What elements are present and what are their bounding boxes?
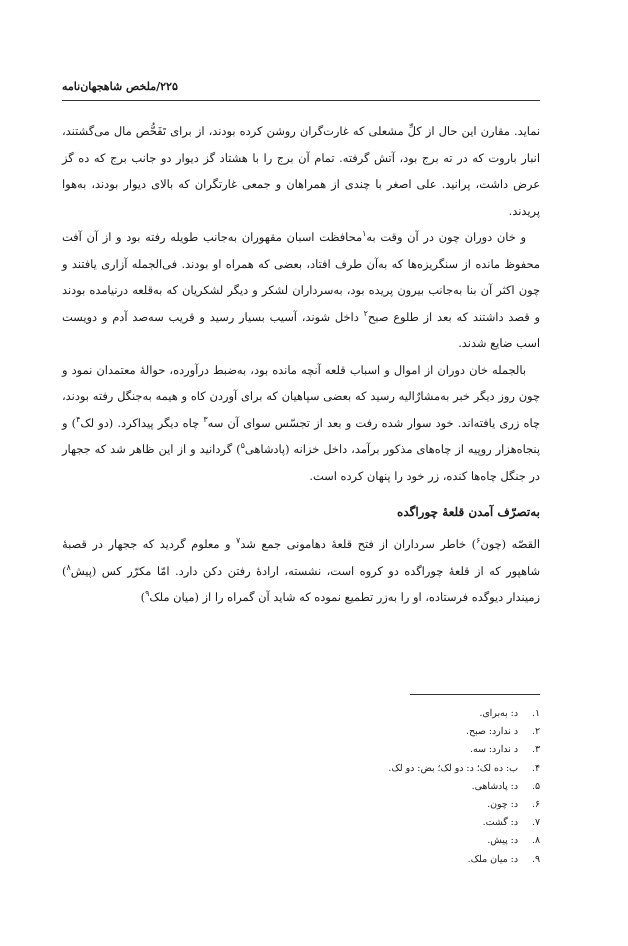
running-head: ۲۲۵/ملخص شاهجهان‌نامه (62, 80, 178, 93)
footnote-text: د: گشت. (482, 817, 518, 829)
footnote-marker: ۶ (476, 536, 481, 546)
footnote-number: ۲. (531, 726, 540, 738)
text-run: محافظت اسبان مقهوران به‌جانب طویله رفته بود و از آن آفت محفوظ مانده از سنگریزه‌ها که به‌آن طرف افتاد، بعضی که همراه او بودند. فی‌الجمله آزاری یافتند و چون اکثر آن بنا به‌جانب بیرون پریده بود، به‌سرداران لشکر و دیگر لشکریان که به‌قلعه درنیامده بودند و قصد داشتند که بعد از طلوع صبح (62, 230, 540, 324)
text-run: به‌تصرّف آمدن قلعهٔ چوراگده (397, 505, 540, 519)
footnote-item (140, 705, 540, 723)
text-run: ) (140, 590, 146, 604)
text-run: القصّه (چون (480, 537, 541, 551)
footnote-text: د: به‌برای. (479, 708, 518, 719)
text-run: داخل شوند، آسیب بسیار رسید و قریب سه‌صد آدم و دویست اسب ضایع شدند. (62, 309, 540, 350)
paragraph (62, 118, 540, 224)
footnote-number: ۴. (531, 762, 540, 774)
footnote-number: ۹. (531, 853, 540, 865)
text-run: و خان دوران چون در آن وقت به (366, 230, 526, 244)
footnote-number: ۵. (531, 780, 540, 792)
footnote-text: د: پیش. (487, 835, 518, 847)
footnote-marker: ۱ (362, 229, 367, 239)
footnote-marker: ۳ (203, 414, 208, 424)
footnote-text: د ندارد: سه. (470, 744, 518, 756)
footnote-item (140, 832, 540, 850)
footnote-marker: ۷ (236, 536, 241, 546)
footnote-number: ۷. (531, 817, 540, 829)
footnote-marker: ۸ (66, 562, 71, 572)
footnote-item (140, 814, 540, 832)
text-run: ) زمیندار دیوگده فرستاده، او را به‌زر تطمیع نموده که شاید آن گمراه را از (میان ملک (62, 563, 540, 604)
text-run: چاه دیگر پیداکرد. (دو لک (80, 415, 204, 430)
footnote-number: ۸. (531, 835, 540, 847)
body-text (62, 118, 540, 611)
footnote-text: ب: ده لک؛ د: دو لک؛ بض: دو لک. (388, 762, 518, 774)
text-run: ) و پنجاه‌هزار روپیه از چاه‌های مذکور برآمد، داخل خزانه (پادشاهی (62, 415, 540, 456)
footnote-item (140, 851, 540, 869)
footnote-marker: ۵ (240, 441, 245, 451)
footnote-item (140, 778, 540, 796)
section-heading (62, 499, 540, 525)
header-rule (62, 100, 540, 101)
footnote-item (140, 760, 540, 778)
footnote-rule (410, 694, 540, 695)
footnote-number: ۱. (531, 708, 540, 719)
footnote-text: د: پادشاهی. (471, 780, 518, 792)
footnote-number: ۳. (531, 744, 540, 756)
footnotes-list (140, 705, 540, 869)
footnote-item (140, 741, 540, 759)
footnote-item (140, 796, 540, 814)
footnote-text: د: میان ملک. (467, 853, 518, 865)
footnote-item (140, 723, 540, 741)
text-run: ) خاطر سرداران از فتح قلعهٔ دهامونی جمع شد (240, 537, 477, 551)
paragraph (62, 531, 540, 611)
footnote-marker: ۴ (76, 414, 81, 424)
paragraph (62, 224, 540, 357)
text-run: نماید. مقارن این حال از کلِّ مشعلی که غارت‌گران روشن کرده بودند، از برای تَفَحُّص مال می‌گشتند، انبار باروت که در ته برج بود، آتش گرفته. تمام آن برج را با هشتاد گز دیوار دو جانب برج که ده گز عرض داشت، پرانید. علی اصغر با چندی از همراهان و جمعی غارتگران که بالای دیوار بودند، به‌هوا پریدند. (62, 124, 540, 218)
text-run: ) گردانید و از این ظاهر شد که ججهار در جنگل چاه‌ها کنده، زر خود را پنهان کرده است. (62, 442, 540, 483)
footnote-marker: ۲ (363, 308, 368, 318)
text-run: و معلوم گردید که ججهار در قصبهٔ شاهپور که از قلعهٔ چوراگده دو کروه است، نشسته، ارادهٔ رفتن دکن دارد. امّا مکرّر کس (پیش (62, 537, 540, 578)
paragraph (62, 357, 540, 490)
footnote-marker: ۹ (145, 589, 150, 599)
text-run: بالجمله خان دوران از اموال و اسباب قلعه آنچه مانده بود، به‌ضبط درآورده، حوالهٔ معتمدان نمود و چون روز دیگر خبر به‌مشارٌالیه رسید که بعضی سپاهیان که برای آوردن کاه و هیمه به‌جنگل رفته بودند، چاه زری یافته‌اند. خود سوار شده رفت و بعد از تجسّس سوای آن سه (62, 362, 540, 430)
footnote-text: د: چون. (487, 799, 518, 811)
footnote-text: د ندارد: صبح. (466, 726, 518, 738)
footnote-number: ۶. (531, 799, 540, 811)
